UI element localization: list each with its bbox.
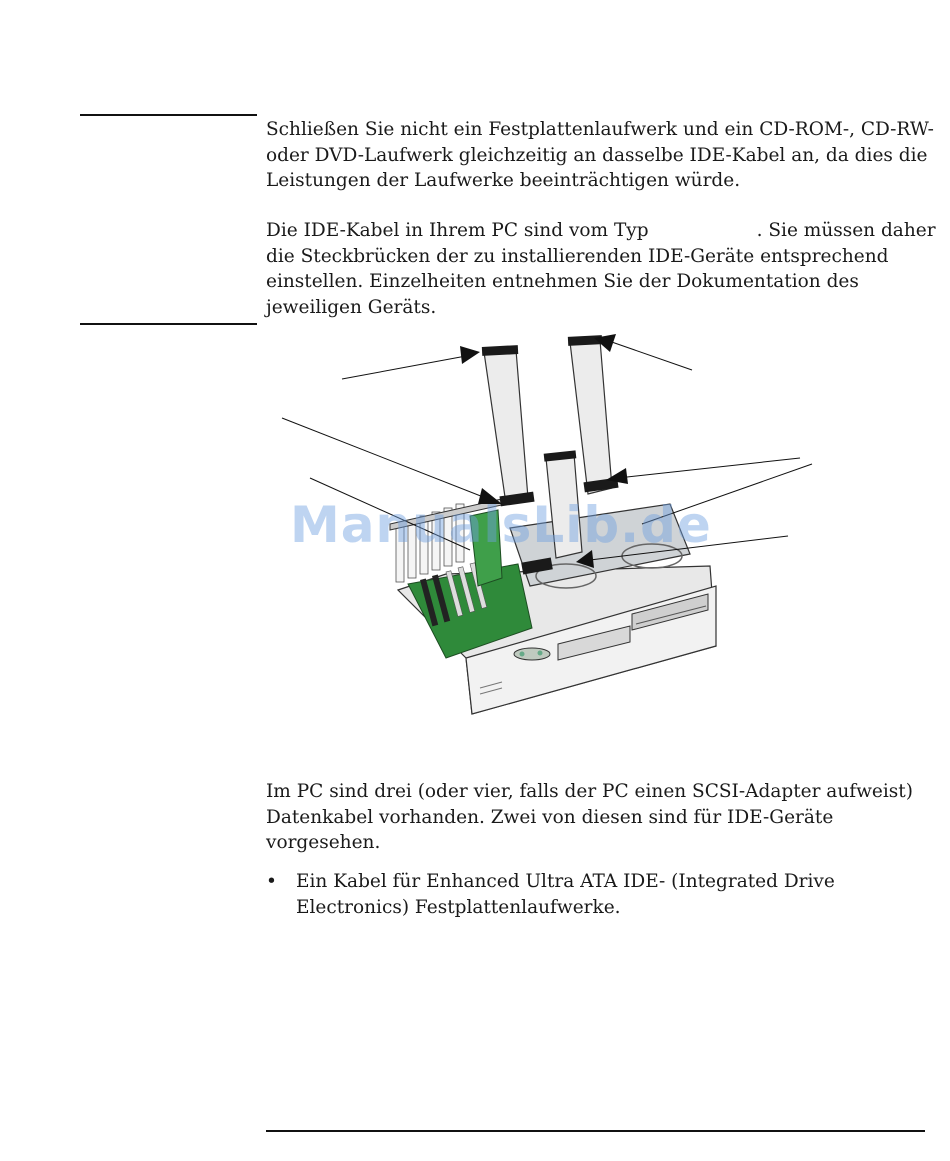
note-paragraph-2 — [266, 218, 936, 320]
footer-rule — [266, 1130, 925, 1132]
bullet-symbol: • — [266, 871, 277, 892]
power-button — [514, 648, 550, 660]
note-paragraph-1: Schließen Sie nicht ein Festplattenlaufwerk und ein CD-ROM-, CD-RW- oder DVD-Laufwerk gleichzeitig an dasselbe IDE-Kabel an, da dies die Leistungen der Laufwerke beeinträchtigen würde. — [266, 119, 934, 191]
body-paragraph-1: Im PC sind drei (oder vier, falls der PC einen SCSI-Adapter aufweist) Datenkabel vorhanden. Zwei von diesen sind für IDE-Geräte vorgesehen. — [266, 781, 913, 853]
note-paragraph-2-end: . Sie müssen daher die Steckbrücken der zu installierenden IDE-Geräte entsprechend einstellen. Einzelheiten entnehmen Sie der Dokumentation des jeweiligen Geräts. — [266, 220, 936, 318]
note-paragraph-2-start: Die IDE-Kabel in Ihrem PC sind vom Typ — [266, 220, 649, 241]
list-item-text: Ein Kabel für Enhanced Ultra ATA IDE- (Integrated Drive Electronics) Festplattenlaufwerke. — [296, 871, 835, 918]
list-item — [266, 869, 936, 920]
note-rule-bottom — [80, 323, 257, 325]
note-rule-top — [80, 114, 257, 116]
manualslib-watermark: ManualsLib.de — [290, 496, 712, 554]
